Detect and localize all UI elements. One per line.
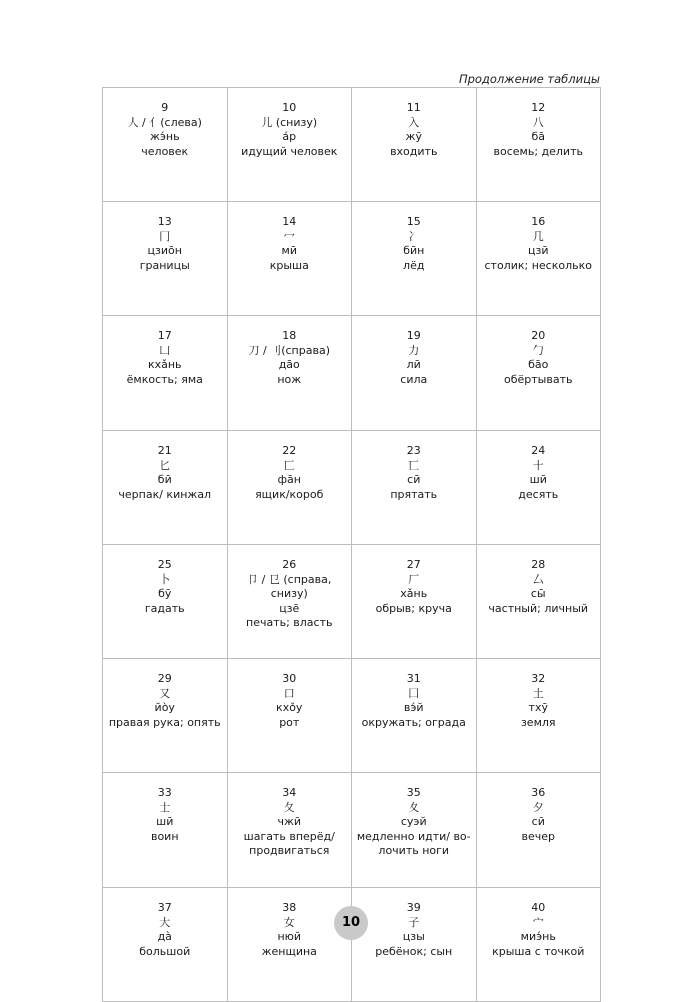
- radical-number: 22: [282, 444, 297, 457]
- radical-glyph: 匚: [283, 458, 295, 472]
- radical-glyph: 匸: [408, 458, 420, 472]
- radical-number: 14: [282, 215, 297, 228]
- radical-cell: [352, 773, 477, 888]
- radical-number: 17: [157, 329, 172, 342]
- radical-reading: цзы: [402, 930, 425, 943]
- radical-glyph: 又: [159, 686, 171, 700]
- radical-reading: кхǎнь: [147, 358, 182, 371]
- radical-cell: [352, 202, 477, 316]
- radical-reading: суэй: [400, 815, 427, 828]
- radical-number: 33: [157, 786, 172, 799]
- radical-glyph: 冫: [408, 229, 420, 243]
- radical-meaning: входить: [390, 144, 438, 158]
- radical-number: 37: [157, 901, 172, 914]
- radical-meaning: гадать: [144, 601, 185, 615]
- radical-cell: [476, 545, 601, 659]
- radical-reading: сы̄: [530, 587, 546, 600]
- radical-reading: шӣ: [156, 815, 174, 828]
- radical-cell: [227, 431, 352, 545]
- radical-meaning: ребёнок; сын: [375, 944, 453, 958]
- radical-reading: бӣн: [403, 244, 425, 257]
- radical-meaning: нож: [277, 372, 302, 386]
- radical-number: 15: [406, 215, 421, 228]
- radical-number: 39: [406, 901, 421, 914]
- radical-glyph: 八: [532, 115, 544, 129]
- radical-reading: йо̀у: [154, 701, 175, 714]
- radical-glyph: 土: [532, 686, 544, 700]
- radical-reading: вэ́й: [403, 701, 424, 714]
- radical-meaning: обрыв; круча: [375, 601, 452, 615]
- radical-number: 31: [406, 672, 421, 685]
- radical-meaning: ёмкость; яма: [126, 372, 203, 386]
- radical-reading: фāн: [277, 473, 301, 486]
- radical-glyph: 子: [408, 915, 420, 929]
- table-row: [103, 773, 601, 888]
- radical-glyph: 匕: [159, 458, 171, 472]
- radical-cell: [476, 659, 601, 773]
- radical-glyph: 冖: [283, 229, 295, 243]
- radical-reading: цзиōн: [147, 244, 182, 257]
- radical-number: 25: [157, 558, 172, 571]
- radical-cell: [227, 316, 352, 431]
- radical-cell: [103, 431, 228, 545]
- radical-cell: [103, 659, 228, 773]
- radical-number: 32: [531, 672, 546, 685]
- radical-meaning: окружать; ограда: [361, 715, 466, 729]
- radical-meaning: человек: [141, 144, 189, 158]
- radical-reading: бӣ: [157, 473, 172, 486]
- radical-cell: [352, 431, 477, 545]
- radical-meaning: рот: [279, 715, 300, 729]
- radical-reading: бāо: [528, 358, 549, 371]
- radical-number: 13: [157, 215, 172, 228]
- radical-cell: [227, 659, 352, 773]
- radical-glyph: 儿 (снизу): [261, 115, 318, 129]
- radical-glyph: 勹: [532, 343, 544, 357]
- radical-cell: [476, 202, 601, 316]
- radical-cell: [352, 659, 477, 773]
- radical-reading: а́р: [282, 130, 297, 143]
- radical-glyph: 厶: [532, 572, 544, 586]
- radical-reading: бā: [531, 130, 546, 143]
- radical-cell: [103, 316, 228, 431]
- radical-reading: жӯ: [405, 130, 422, 143]
- radical-glyph: 女: [283, 915, 295, 929]
- table-row: [103, 316, 601, 431]
- table-row: [103, 202, 601, 316]
- radical-cell: [103, 202, 228, 316]
- radical-cell: [352, 316, 477, 431]
- radical-glyph: 士: [159, 800, 171, 814]
- radical-number: 20: [531, 329, 546, 342]
- radicals-table: [102, 87, 601, 1002]
- radical-glyph: 夂: [283, 800, 295, 814]
- radical-cell: [352, 88, 477, 202]
- radical-glyph: 卜: [159, 572, 171, 586]
- radical-glyph: 冂: [159, 229, 171, 243]
- radical-reading: тхӯ: [528, 701, 548, 714]
- radical-meaning: сила: [400, 372, 428, 386]
- radical-cell: [476, 773, 601, 888]
- radical-cell: [227, 202, 352, 316]
- radical-meaning: воин: [150, 829, 179, 843]
- radical-number: 27: [406, 558, 421, 571]
- table-row: [103, 431, 601, 545]
- radical-glyph: 宀: [532, 915, 544, 929]
- radical-number: 26: [282, 558, 297, 571]
- radical-glyph: 大: [159, 915, 171, 929]
- radical-cell: [476, 316, 601, 431]
- radical-meaning: восемь; делить: [493, 144, 583, 158]
- radical-number: 38: [282, 901, 297, 914]
- radical-meaning: женщина: [261, 944, 317, 958]
- radical-meaning: печать; власть: [246, 616, 333, 629]
- radical-number: 30: [282, 672, 297, 685]
- table-row: [103, 545, 601, 659]
- radical-meaning: десять: [518, 487, 559, 501]
- radical-reading: хǎнь: [400, 587, 428, 600]
- radical-number: 36: [531, 786, 546, 799]
- radical-glyph: 几: [532, 229, 544, 243]
- radical-meaning: земля: [520, 715, 556, 729]
- radical-cell: [103, 545, 228, 659]
- radical-glyph: 入: [408, 115, 420, 129]
- radical-number: 35: [406, 786, 421, 799]
- radical-number: 9: [161, 101, 169, 114]
- radical-reading: нюй: [277, 930, 302, 943]
- radical-meaning: крыша с точкой: [492, 944, 585, 958]
- radical-meaning: черпак/ кинжал: [118, 487, 212, 501]
- radical-cell: [352, 888, 477, 1002]
- radical-reading: сӣ: [407, 473, 421, 486]
- radical-meaning: прятать: [390, 487, 438, 501]
- radical-reading: кхо̌у: [276, 701, 303, 714]
- radical-cell: [227, 773, 352, 888]
- radical-glyph: 十: [532, 458, 544, 472]
- radical-reading: дāо: [278, 358, 300, 371]
- radical-meaning: границы: [139, 258, 190, 272]
- radical-cell: [103, 773, 228, 888]
- radical-cell: [103, 88, 228, 202]
- radical-glyph: 力: [408, 343, 420, 357]
- radical-meaning: лёд: [403, 258, 425, 272]
- radical-glyph: 凵: [159, 343, 171, 357]
- radical-cell: [476, 88, 601, 202]
- radical-glyph: 夊: [408, 800, 420, 814]
- radical-reading: цзӣ: [528, 244, 549, 257]
- radical-glyph: 人 / 亻(слева): [127, 115, 202, 129]
- radical-cell: [227, 545, 352, 659]
- radicals-table-body: [103, 88, 601, 1002]
- radical-cell: [476, 888, 601, 1002]
- radical-glyph: 卩 / 㔾 (справа, снизу): [247, 572, 332, 600]
- radical-meaning: вечер: [521, 829, 555, 843]
- radical-reading: лӣ: [406, 358, 421, 371]
- radical-meaning: большой: [139, 944, 191, 958]
- radical-meaning: идущий человек: [241, 144, 338, 158]
- table-row: [103, 888, 601, 1002]
- radical-number: 19: [406, 329, 421, 342]
- radical-number: 10: [282, 101, 297, 114]
- radical-glyph: 厂: [408, 572, 420, 586]
- radical-cell: [227, 888, 352, 1002]
- radical-cell: [227, 88, 352, 202]
- table-continuation-caption: Продолжение таблицы: [458, 72, 600, 86]
- radical-number: 21: [157, 444, 172, 457]
- radical-reading: цзē: [279, 601, 300, 615]
- radical-reading: жэ́нь: [149, 130, 180, 143]
- radical-reading: чжӣ: [277, 815, 302, 828]
- radical-reading: миэ́нь: [520, 930, 556, 943]
- radical-cell: [476, 431, 601, 545]
- radical-reading: шӣ: [529, 473, 547, 486]
- radical-number: 18: [282, 329, 297, 342]
- radical-number: 11: [406, 101, 421, 114]
- radical-number: 29: [157, 672, 172, 685]
- radical-cell: [352, 545, 477, 659]
- radical-meaning: обёртывать: [504, 372, 573, 386]
- radical-reading: бӯ: [158, 587, 172, 600]
- radical-number: 24: [531, 444, 546, 457]
- radical-meaning: ящик/короб: [255, 487, 324, 501]
- radical-glyph: 口: [283, 686, 295, 700]
- radical-meaning: медленно идти/ во-лочить ноги: [356, 829, 471, 857]
- radical-glyph: 刀 / 刂(справа): [248, 343, 330, 357]
- radical-reading: мӣ: [281, 244, 297, 257]
- radical-number: 12: [531, 101, 546, 114]
- radical-meaning: частный; личный: [488, 601, 589, 615]
- radical-reading: дà: [157, 930, 172, 943]
- radical-cell: [103, 888, 228, 1002]
- radical-number: 23: [406, 444, 421, 457]
- page-number-badge: 10: [334, 906, 368, 940]
- radical-meaning: правая рука; опять: [108, 715, 221, 729]
- radical-glyph: 夕: [532, 800, 544, 814]
- radical-number: 34: [282, 786, 297, 799]
- radical-number: 16: [531, 215, 546, 228]
- radical-meaning: шагать вперёд/ продвигаться: [243, 829, 335, 857]
- radical-meaning: крыша: [269, 258, 309, 272]
- radical-number: 28: [531, 558, 546, 571]
- radical-number: 40: [531, 901, 546, 914]
- radical-meaning: столик; несколько: [484, 258, 592, 272]
- radical-glyph: 囗: [408, 686, 420, 700]
- table-row: [103, 88, 601, 202]
- table-row: [103, 659, 601, 773]
- radical-reading: сӣ: [531, 815, 545, 828]
